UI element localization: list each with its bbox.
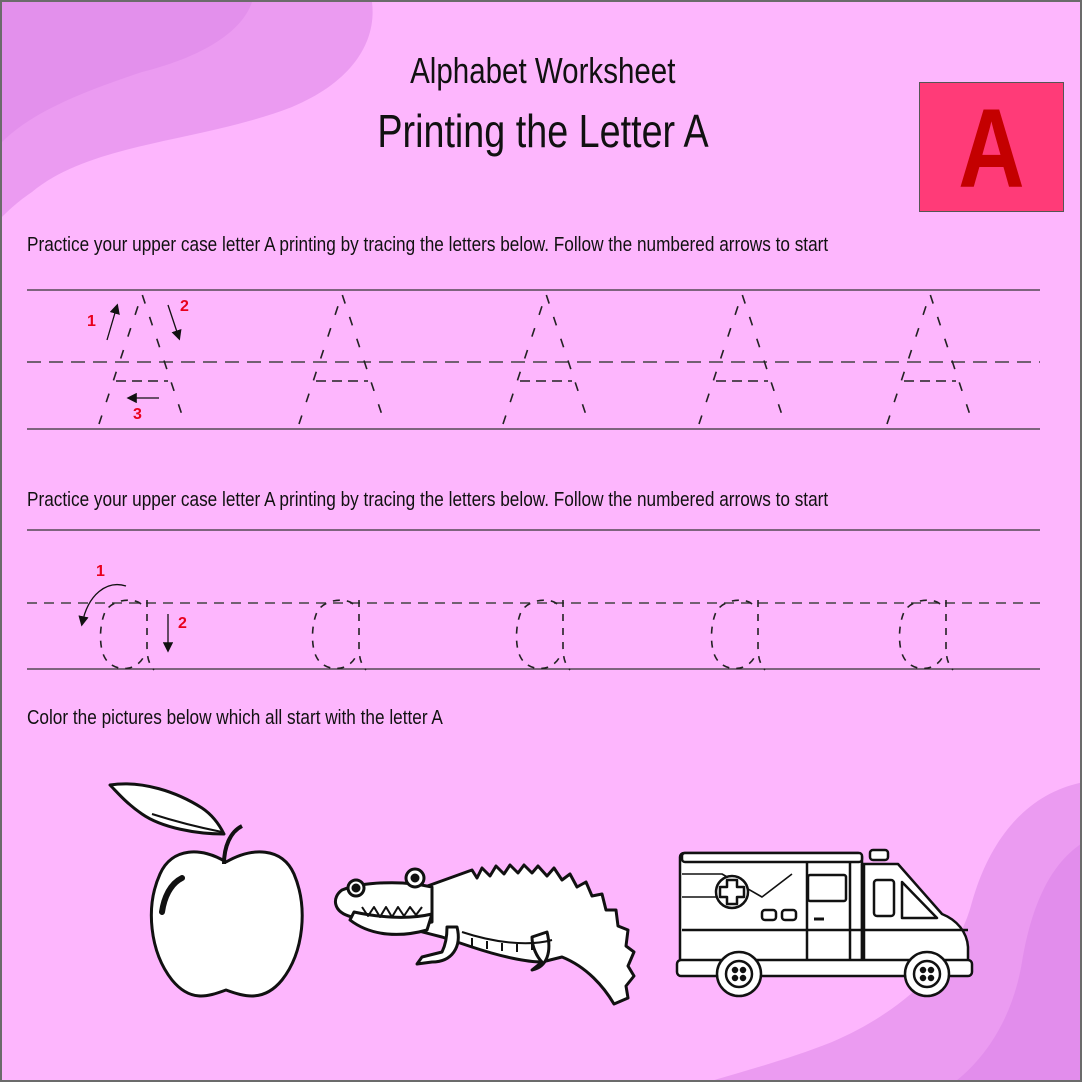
trace-letter-A-5: [887, 294, 973, 424]
trace-letter-a-1: [101, 600, 155, 670]
uppercase-instruction: Practice your upper case letter A printing by tracing the letters below. Follow the numbered arrows to start: [27, 234, 829, 256]
stroke-arrow-1: [107, 306, 117, 340]
stroke-number-3: 3: [133, 406, 142, 423]
trace-letter-a-4: [712, 600, 766, 670]
lowercase-instruction: Practice your upper case letter A printing by tracing the letters below. Follow the numbered arrows to start: [27, 489, 829, 511]
trace-letter-a-2: [313, 600, 367, 670]
lowercase-tracing-area: [27, 530, 1040, 670]
trace-letter-a-3: [517, 600, 571, 670]
badge-letter: A: [958, 86, 1025, 211]
apple-picture: [110, 784, 302, 996]
stroke-number-1: 1: [87, 313, 96, 330]
worksheet-subtitle: Printing the Letter A: [377, 105, 709, 157]
worksheet-drawings: [2, 2, 1082, 1082]
stroke-number-lower-1: 1: [96, 563, 105, 580]
worksheet-title: Alphabet Worksheet: [410, 50, 676, 91]
stroke-number-2: 2: [180, 298, 189, 315]
stroke-arrow-lower-1: [82, 585, 126, 624]
stroke-number-lower-2: 2: [178, 615, 187, 632]
trace-letter-a-5: [900, 600, 954, 670]
stroke-arrow-2: [168, 305, 179, 338]
trace-letter-A-2: [299, 294, 385, 424]
ambulance-picture: [677, 850, 972, 996]
alligator-picture: [335, 865, 634, 1004]
trace-letter-A-4: [699, 294, 785, 424]
trace-letter-A-1: [99, 294, 185, 424]
trace-letter-A-3: [503, 294, 589, 424]
uppercase-tracing-area: [27, 290, 1040, 429]
coloring-instruction: Color the pictures below which all start with the letter A: [27, 707, 443, 729]
